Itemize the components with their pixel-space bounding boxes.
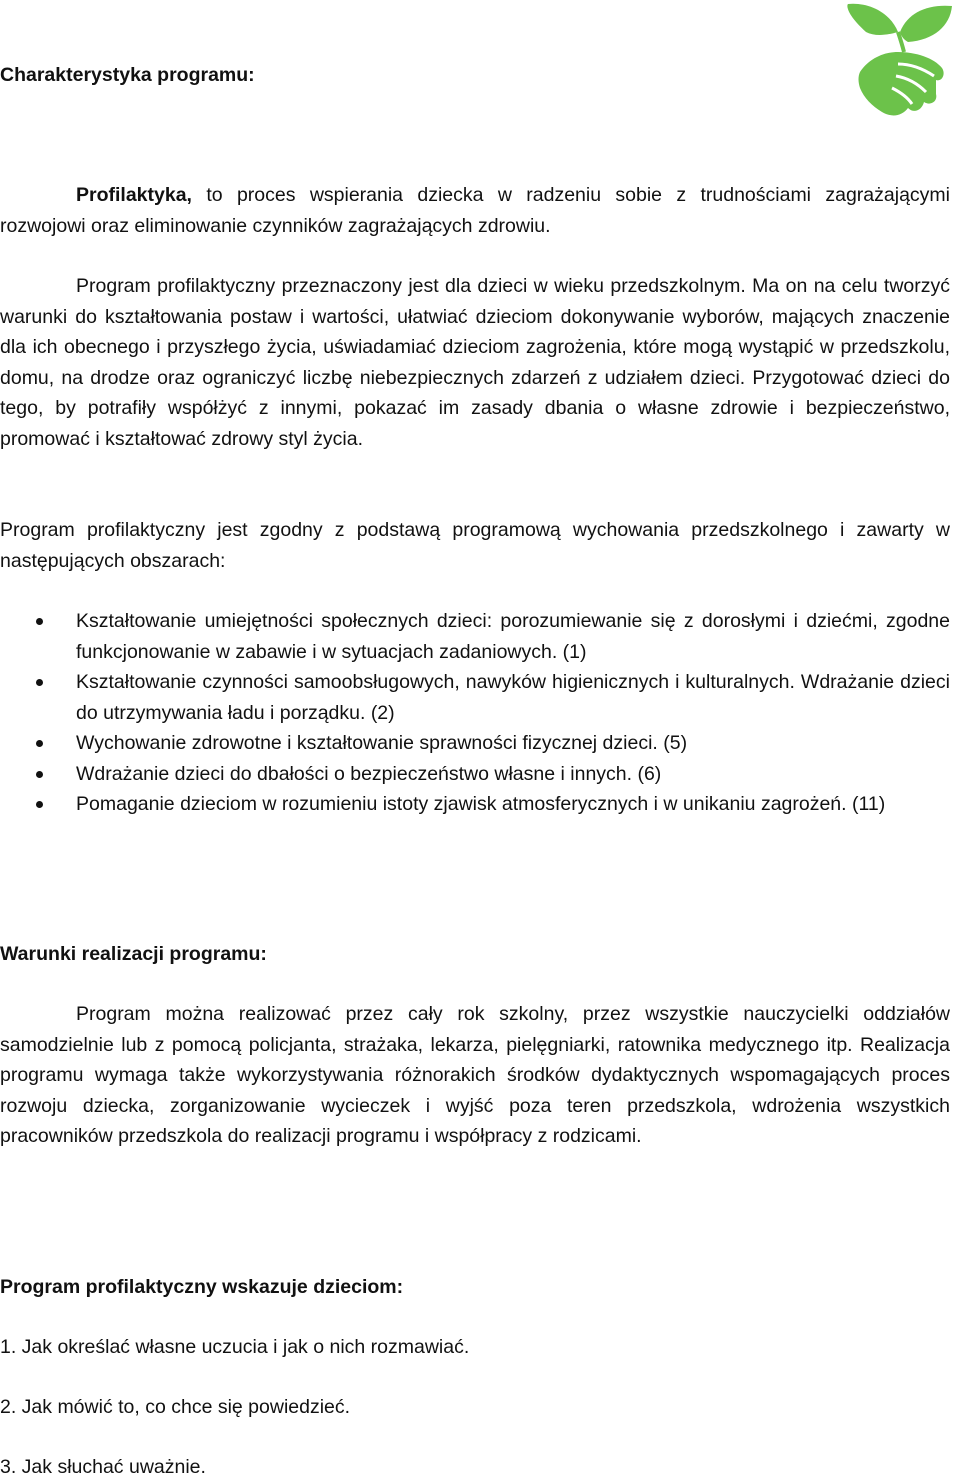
list-item: Kształtowanie czynności samoobsługowych, nawyków higienicznych i kulturalnych. Wdrażanie dzieci do utrzymywania ładu i porządku. (2) bbox=[0, 667, 950, 728]
term-prophylaxis: Profilaktyka, bbox=[76, 184, 192, 206]
list-item: Wdrażanie dzieci do dbałości o bezpieczeństwo własne i innych. (6) bbox=[0, 759, 950, 790]
numbered-item-2: 2. Jak mówić to, co chce się powiedzieć. bbox=[0, 1396, 351, 1418]
paragraph-conditions: Program można realizować przez cały rok szkolny, przez wszystkie nauczycielki oddziałów samodzielnie lub z pomocą policjanta, strażaka, lekarza, pielęgniarki, ratownika medycznego itp. Realizacja programu wymaga także wykorzystywania różnorakich środków dydaktycznych wspomagających proces rozwoju dziecka, zorganizowanie wycieczek i wyjść poza teren przedszkola, wdrożenia wszystkich pracowników przedszkola do realizacji programu i współpracy z rodzicami. bbox=[0, 1003, 950, 1147]
bullet-icon bbox=[36, 801, 43, 808]
bullet-icon bbox=[36, 740, 43, 747]
numbered-item-3: 3. Jak słuchać uważnie. bbox=[0, 1456, 206, 1478]
section-heading-shows: Program profilaktyczny wskazuje dzieciom: bbox=[0, 1276, 404, 1298]
paragraph-curriculum-areas: Program profilaktyczny jest zgodny z podstawą programową wychowania przedszkolnego i zawarty w następujących obszarach: bbox=[0, 519, 950, 572]
bullet-icon bbox=[36, 618, 43, 625]
paragraph-prophylaxis bbox=[0, 180, 950, 241]
numbered-item-1: 1. Jak określać własne uczucia i jak o nich rozmawiać. bbox=[0, 1336, 470, 1358]
prophylaxis-definition: to proces wspierania dziecka w radzeniu sobie z trudnościami zagrażającymi rozwojowi oraz eliminowanie czynników zagrażających zdrowiu. bbox=[0, 184, 950, 237]
bullet-icon bbox=[36, 679, 43, 686]
list-item: Wychowanie zdrowotne i kształtowanie sprawności fizycznej dzieci. (5) bbox=[0, 728, 950, 759]
list-item: Pomaganie dzieciom w rozumieniu istoty zjawisk atmosferycznych i w unikaniu zagrożeń. (11) bbox=[0, 789, 950, 820]
section-heading-characteristics: Charakterystyka programu: bbox=[0, 64, 255, 86]
areas-bullet-list bbox=[0, 606, 950, 820]
list-item: Kształtowanie umiejętności społecznych dzieci: porozumiewanie się z dorosłymi i dziećmi, zgodne funkcjonowanie w zabawie i w sytuacjach zadaniowych. (1) bbox=[0, 606, 950, 667]
section-heading-conditions: Warunki realizacji programu: bbox=[0, 943, 267, 965]
bullet-icon bbox=[36, 771, 43, 778]
paragraph-program-purpose: Program profilaktyczny przeznaczony jest dla dzieci w wieku przedszkolnym. Ma on na celu tworzyć warunki do kształtowania postaw i wartości, ułatwiać dzieciom dokonywanie wyborów, mających znaczenie dla ich obecnego i przyszłego życia, uświadamiać dzieciom zagrożenia, które mogą wystąpić w przedszkolu, domu, na drodze oraz ograniczyć liczbę niebezpiecznych zdarzeń z udziałem dzieci. Przygotować dzieci do tego, by potrafiły współżyć z innymi, pokazać im zasady dbania o własne zdrowie i bezpieczeństwo, promować i kształtować zdrowy styl życia. bbox=[0, 275, 950, 450]
